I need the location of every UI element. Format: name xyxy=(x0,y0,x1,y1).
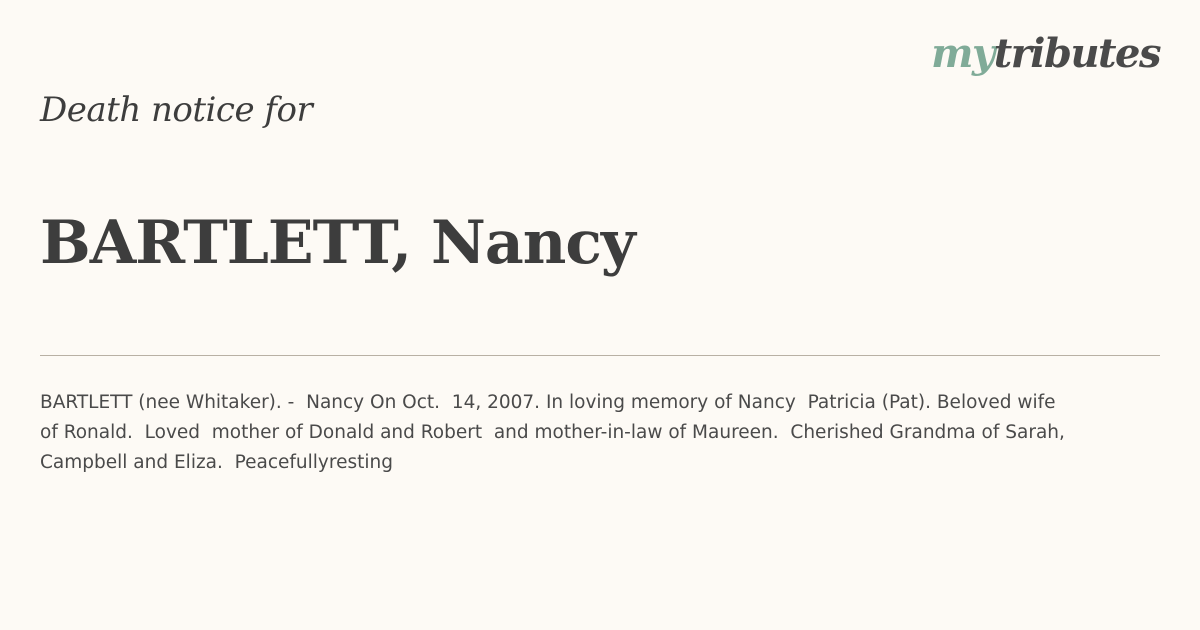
logo-suffix: tributes xyxy=(993,30,1160,77)
section-divider xyxy=(40,355,1160,356)
death-notice-subtitle: Death notice for xyxy=(40,90,313,130)
logo-prefix: my xyxy=(931,30,994,77)
deceased-name: BARTLETT, Nancy xyxy=(40,208,635,278)
notice-text: BARTLETT (nee Whitaker). - Nancy On Oct. 14, 2007. In loving memory of Nancy Patricia (Pat). Beloved wife of Ronald. Loved mother of Donald and Robert and mother-in-law of Maureen. Cherished Grandma of Sarah, Campbell and Eliza. Peacefullyresting xyxy=(40,392,1065,473)
mytributes-logo[interactable] xyxy=(931,30,1160,77)
